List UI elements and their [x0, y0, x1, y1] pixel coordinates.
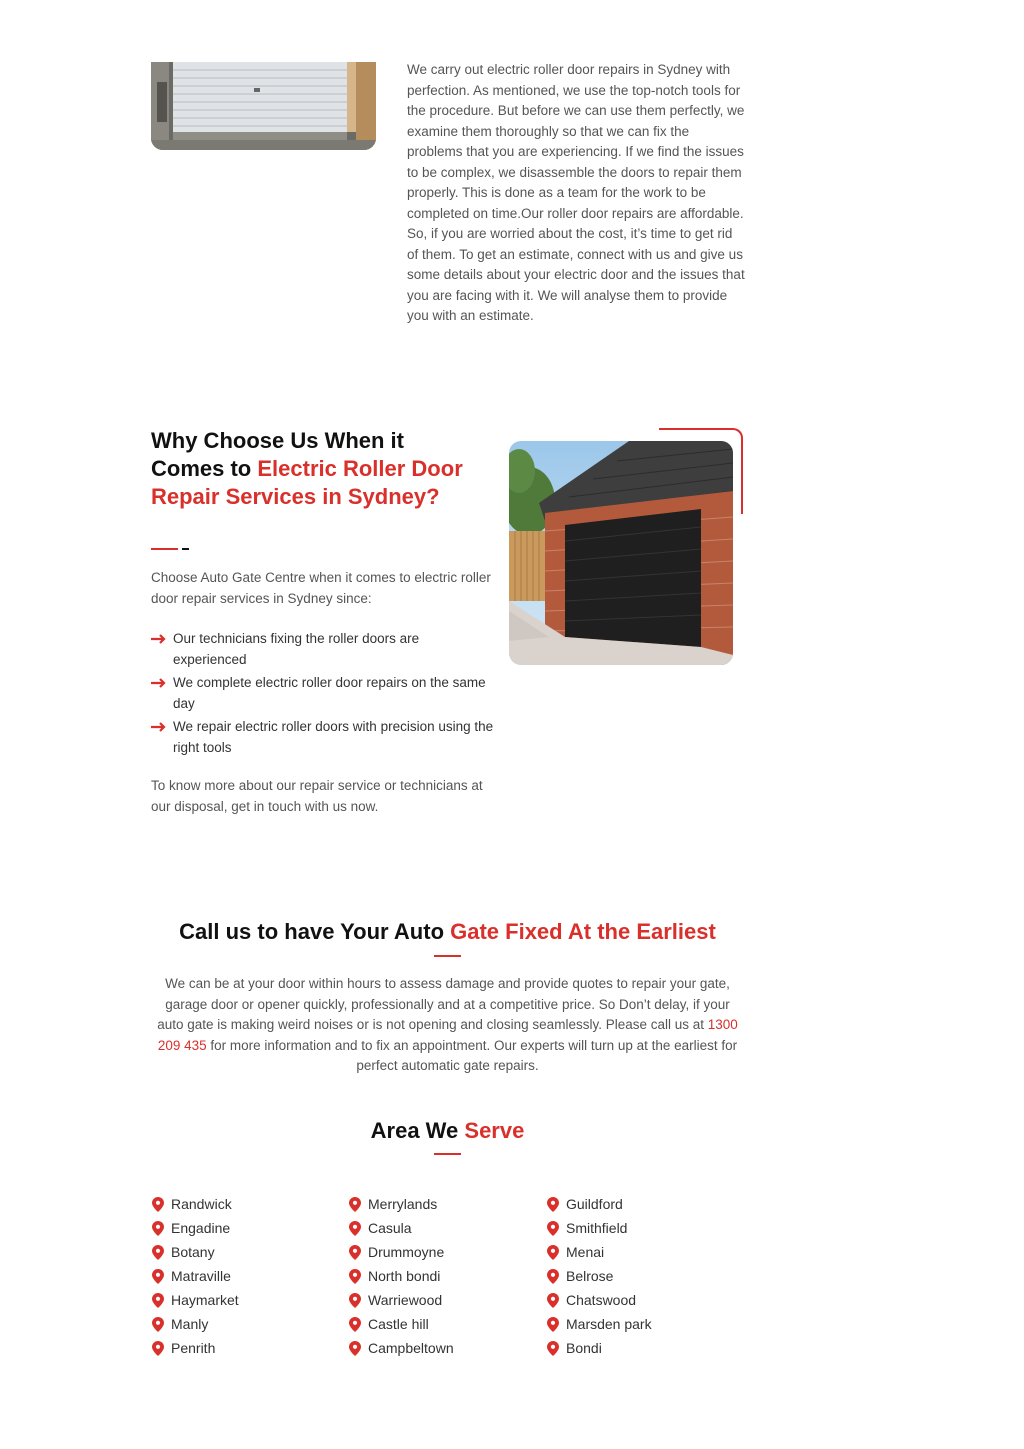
- list-item: [349, 1290, 539, 1314]
- area-name: Guildford: [566, 1196, 623, 1212]
- area-name: Matraville: [171, 1268, 231, 1284]
- area-name: Menai: [566, 1244, 605, 1260]
- area-name: Campbeltown: [368, 1340, 454, 1356]
- area-column-3: [547, 1194, 737, 1362]
- phone-link[interactable]: 1300 209 435: [157, 1017, 738, 1053]
- why-intro-text: Choose Auto Gate Centre when it comes to electric roller door repair services in Sydney since:: [151, 570, 491, 606]
- location-pin-icon: [152, 1197, 164, 1212]
- why-points-list: [151, 629, 496, 761]
- location-pin-icon: [547, 1221, 559, 1236]
- intro-paragraph: We carry out electric roller door repairs in Sydney with perfection. As mentioned, we use the top-notch tools for the procedure. But before we can use them perfectly, we examine them thoroughly so that we can fix the problems that you are experiencing. If we find the issues to be complex, we disassemble the doors to repair them properly. This is done as a team for the work to be completed on time.Our roller door repairs are affordable. So, if you are worried about the cost, it’s time to get rid of them. To get an estimate, connect with us and give us some details about your electric door and the issues that you are facing with it. We will analyse them to provide you with an estimate.: [407, 62, 745, 323]
- location-pin-icon: [152, 1221, 164, 1236]
- list-item: [152, 1218, 342, 1242]
- area-name: Chatswood: [566, 1292, 637, 1308]
- location-pin-icon: [152, 1341, 164, 1356]
- list-item: [151, 629, 496, 670]
- location-pin-icon: [152, 1317, 164, 1332]
- list-item: [547, 1218, 737, 1242]
- list-item: [547, 1194, 737, 1218]
- call-paragraph: [151, 974, 744, 1077]
- location-pin-icon: [547, 1197, 559, 1212]
- call-heading: [151, 917, 744, 947]
- area-name: Engadine: [171, 1220, 231, 1236]
- list-item: [547, 1290, 737, 1314]
- why-title-black: Why Choose Us When it Comes to: [151, 428, 404, 481]
- location-pin-icon: [152, 1245, 164, 1260]
- point-text: Our technicians fixing the roller doors are experienced: [173, 631, 420, 667]
- garage-roller-door-image: [509, 441, 733, 665]
- location-pin-icon: [547, 1245, 559, 1260]
- area-name: Belrose: [566, 1268, 614, 1284]
- location-pin-icon: [547, 1341, 559, 1356]
- area-name: Marsden park: [566, 1316, 652, 1332]
- list-item: [349, 1218, 539, 1242]
- location-pin-icon: [152, 1293, 164, 1308]
- arrow-right-icon: [151, 633, 167, 645]
- list-item: [547, 1242, 737, 1266]
- location-pin-icon: [349, 1197, 361, 1212]
- list-item: [349, 1194, 539, 1218]
- list-item: [151, 673, 496, 714]
- heading-underline-black: [182, 548, 189, 550]
- call-title-red: Gate Fixed At the Earliest: [450, 919, 716, 944]
- area-name: Botany: [171, 1244, 215, 1260]
- area-name: Merrylands: [368, 1196, 438, 1212]
- location-pin-icon: [349, 1245, 361, 1260]
- why-outro-text: To know more about our repair service or technicians at our disposal, get in touch with us now.: [151, 778, 483, 814]
- heading-underline-red: [151, 548, 178, 550]
- list-item: [547, 1266, 737, 1290]
- area-name: Randwick: [171, 1196, 232, 1212]
- list-item: [349, 1266, 539, 1290]
- location-pin-icon: [349, 1269, 361, 1284]
- area-name: Smithfield: [566, 1220, 628, 1236]
- area-name: North bondi: [368, 1268, 441, 1284]
- area-name: Castle hill: [368, 1316, 429, 1332]
- area-column-2: [349, 1194, 539, 1362]
- list-item: [349, 1314, 539, 1338]
- point-text: We complete electric roller door repairs on the same day: [173, 675, 486, 711]
- list-item: [151, 717, 496, 758]
- area-name: Warriewood: [368, 1292, 443, 1308]
- arrow-right-icon: [151, 721, 167, 733]
- area-title-black: Area We: [370, 1118, 465, 1143]
- why-choose-heading: [151, 427, 471, 511]
- list-item: [152, 1194, 342, 1218]
- list-item: [152, 1290, 342, 1314]
- area-heading: [151, 1116, 744, 1146]
- point-text: We repair electric roller doors with precision using the right tools: [173, 719, 494, 755]
- location-pin-icon: [547, 1317, 559, 1332]
- area-heading-underline: [434, 1153, 461, 1155]
- area-name: Penrith: [171, 1340, 216, 1356]
- list-item: [152, 1266, 342, 1290]
- list-item: [547, 1314, 737, 1338]
- call-heading-underline: [434, 955, 461, 957]
- area-title-red: Serve: [464, 1118, 525, 1143]
- why-title-red: Electric Roller Door Repair Services in Sydney?: [151, 456, 463, 509]
- location-pin-icon: [349, 1317, 361, 1332]
- location-pin-icon: [349, 1293, 361, 1308]
- list-item: [152, 1314, 342, 1338]
- list-item: [349, 1338, 539, 1362]
- list-item: [152, 1242, 342, 1266]
- list-item: [349, 1242, 539, 1266]
- list-item: [547, 1338, 737, 1362]
- area-name: Drummoyne: [368, 1244, 445, 1260]
- location-pin-icon: [152, 1269, 164, 1284]
- area-name: Manly: [171, 1316, 209, 1332]
- area-name: Haymarket: [171, 1292, 239, 1308]
- call-text-after: for more information and to fix an appointment. Our experts will turn up at the earliest for perfect automatic gate repairs.: [206, 1037, 738, 1073]
- area-name: Bondi: [566, 1340, 602, 1356]
- location-pin-icon: [349, 1221, 361, 1236]
- location-pin-icon: [349, 1341, 361, 1356]
- area-name: Casula: [368, 1220, 412, 1236]
- area-column-1: [152, 1194, 342, 1362]
- location-pin-icon: [547, 1293, 559, 1308]
- location-pin-icon: [547, 1269, 559, 1284]
- call-text-before: We can be at your door within hours to assess damage and provide quotes to repair your gate, garage door or opener quickly, professionally and at a competitive price. So Don’t delay, if your auto gate is making weird noises or is not opening and closing seamlessly. Please call us at: [157, 976, 730, 1032]
- list-item: [152, 1338, 342, 1362]
- arrow-right-icon: [151, 677, 167, 689]
- roller-door-image: [151, 62, 376, 150]
- call-title-black: Call us to have Your Auto: [179, 919, 451, 944]
